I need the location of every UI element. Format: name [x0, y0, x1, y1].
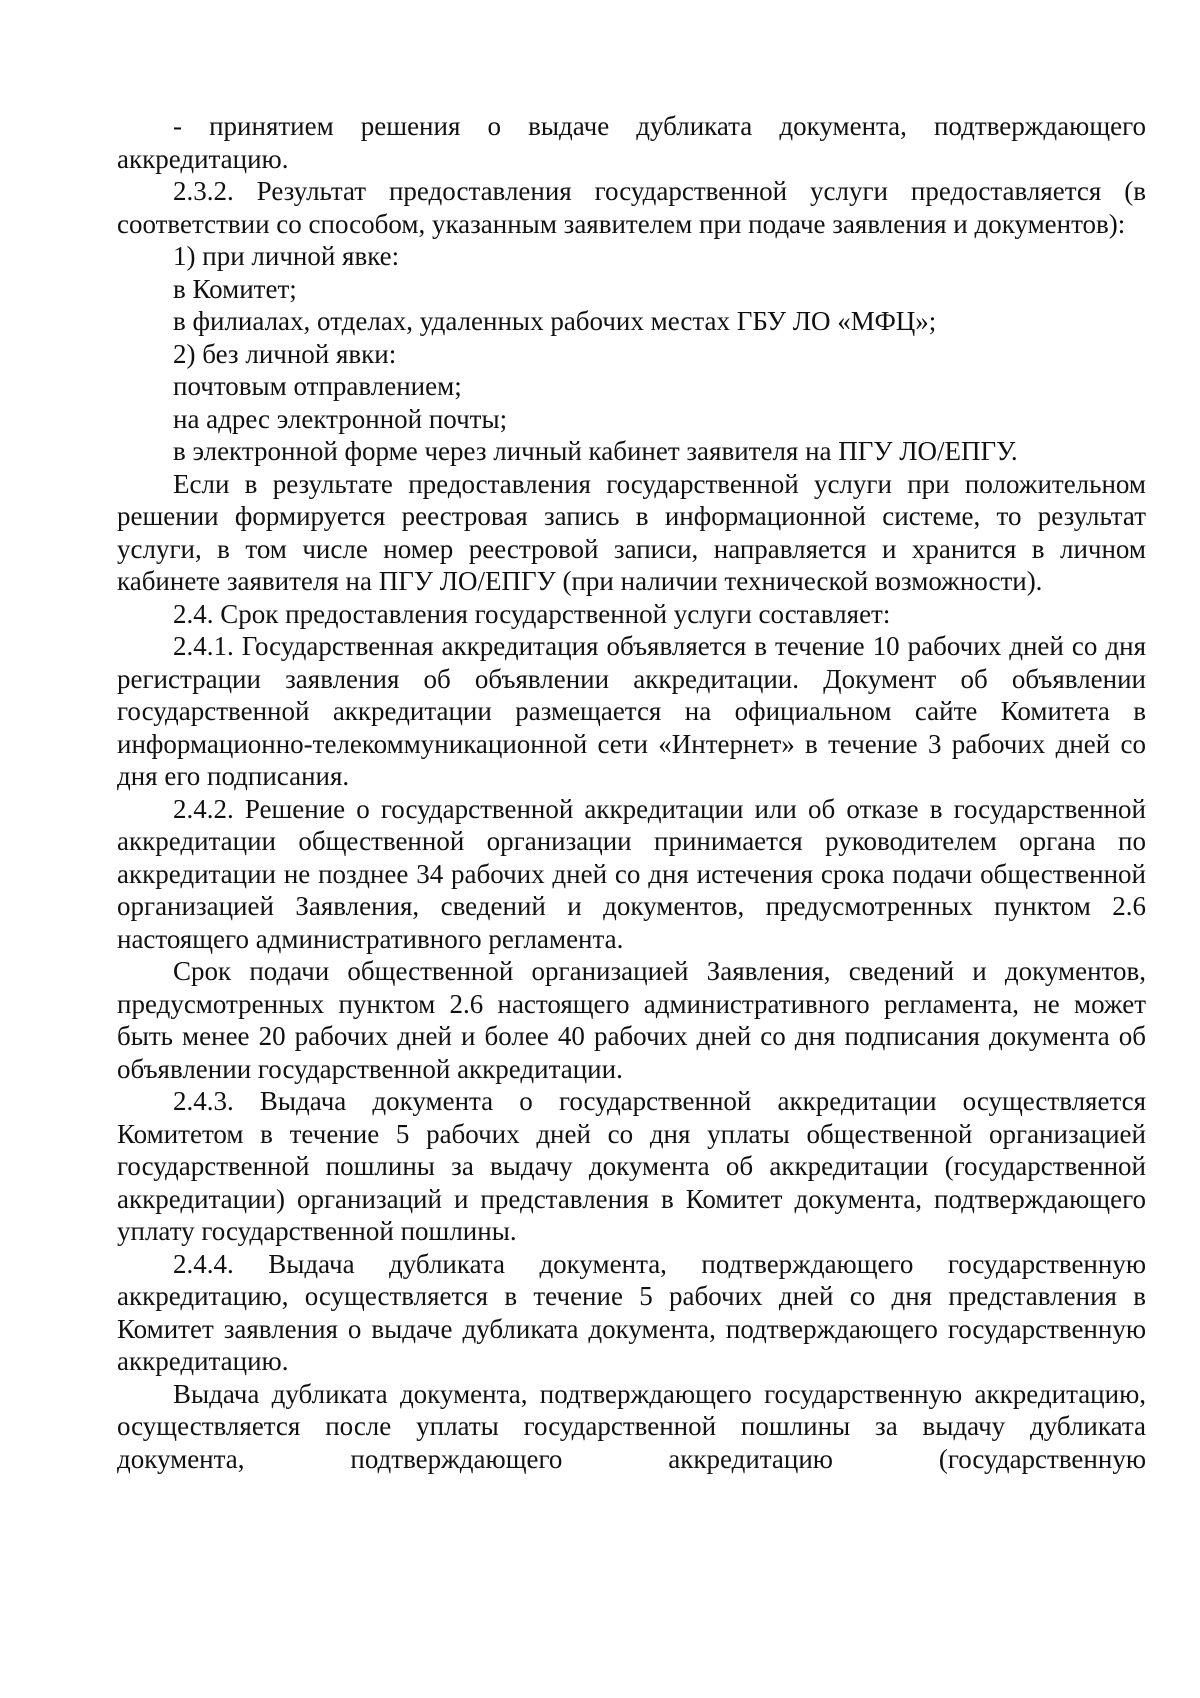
- paragraph-registry-record: Если в результате предоставления государственной услуги при положительном решении формируется реестровая запись в информационной системе, то результат услуги, в том числе номер реестровой записи, направляется и хранится в личном кабинете заявителя на ПГУ ЛО/ЕПГУ (при наличии технической возможности).: [117, 468, 1146, 596]
- paragraph-submission-term: Срок подачи общественной организацией Заявления, сведений и документов, предусмотренных пунктом 2.6 настоящего административного регламента, не может быть менее 20 рабочих дней и более 40 рабочих дней со дня подписания документа об объявлении государственной аккредитации.: [117, 956, 1146, 1084]
- list-item-mfc-branches: в филиалах, отделах, удаленных рабочих местах ГБУ ЛО «МФЦ»;: [173, 306, 937, 336]
- document-page: [117, 110, 1146, 1475]
- paragraph-decision-duplicate: - принятием решения о выдаче дубликата документа, подтверждающего аккредитацию.: [117, 111, 1146, 174]
- list-item-personal-visit: 1) при личной явке:: [173, 241, 400, 271]
- list-item-no-visit: 2) без личной явки:: [173, 338, 397, 369]
- list-item-committee: в Комитет;: [173, 273, 297, 304]
- paragraph-2-4-3: 2.4.3. Выдача документа о государственной аккредитации осуществляется Комитетом в течение 5 рабочих дней со дня уплаты общественной организацией государственной пошлины за выдачу документа об аккредитации (государственной аккредитации) организаций и представления в Комитет документа, подтверждающего уплату государственной пошлины.: [117, 1086, 1146, 1246]
- paragraph-duplicate-issue: Выдача дубликата документа, подтверждающего государственную аккредитацию, осуществляется после уплаты государственной пошлины за выдачу дубликата документа, подтверждающего аккредитацию (государственную: [117, 1378, 1146, 1474]
- paragraph-2-3-2: 2.3.2. Результат предоставления государственной услуги предоставляется (в соответствии со способом, указанным заявителем при подаче заявления и документов):: [117, 176, 1146, 239]
- paragraph-2-4-4: 2.4.4. Выдача дубликата документа, подтверждающего государственную аккредитацию, осуществляется в течение 5 рабочих дней со дня представления в Комитет заявления о выдаче дубликата документа, подтверждающего государственную аккредитацию.: [117, 1248, 1146, 1376]
- list-item-electronic: в электронной форме через личный кабинет заявителя на ПГУ ЛО/ЕПГУ.: [173, 436, 1018, 466]
- list-item-postal: почтовым отправлением;: [173, 371, 462, 401]
- paragraph-2-4-1: 2.4.1. Государственная аккредитация объявляется в течение 10 рабочих дней со дня регистрации заявления об объявлении аккредитации. Документ об объявлении государственной аккредитации размещается на официальном сайте Комитета в информационно-телекоммуникационной сети «Интернет» в течение 3 рабочих дней со дня его подписания.: [117, 631, 1146, 791]
- paragraph-2-4: 2.4. Срок предоставления государственной услуги составляет:: [173, 598, 891, 629]
- list-item-email: на адрес электронной почты;: [173, 403, 508, 434]
- paragraph-2-4-2: 2.4.2. Решение о государственной аккредитации или об отказе в государственной аккредитации общественной организации принимается руководителем органа по аккредитации не позднее 34 рабочих дней со дня истечения срока подачи общественной организацией Заявления, сведений и документов, предусмотренных пунктом 2.6 настоящего административного регламента.: [117, 793, 1146, 954]
